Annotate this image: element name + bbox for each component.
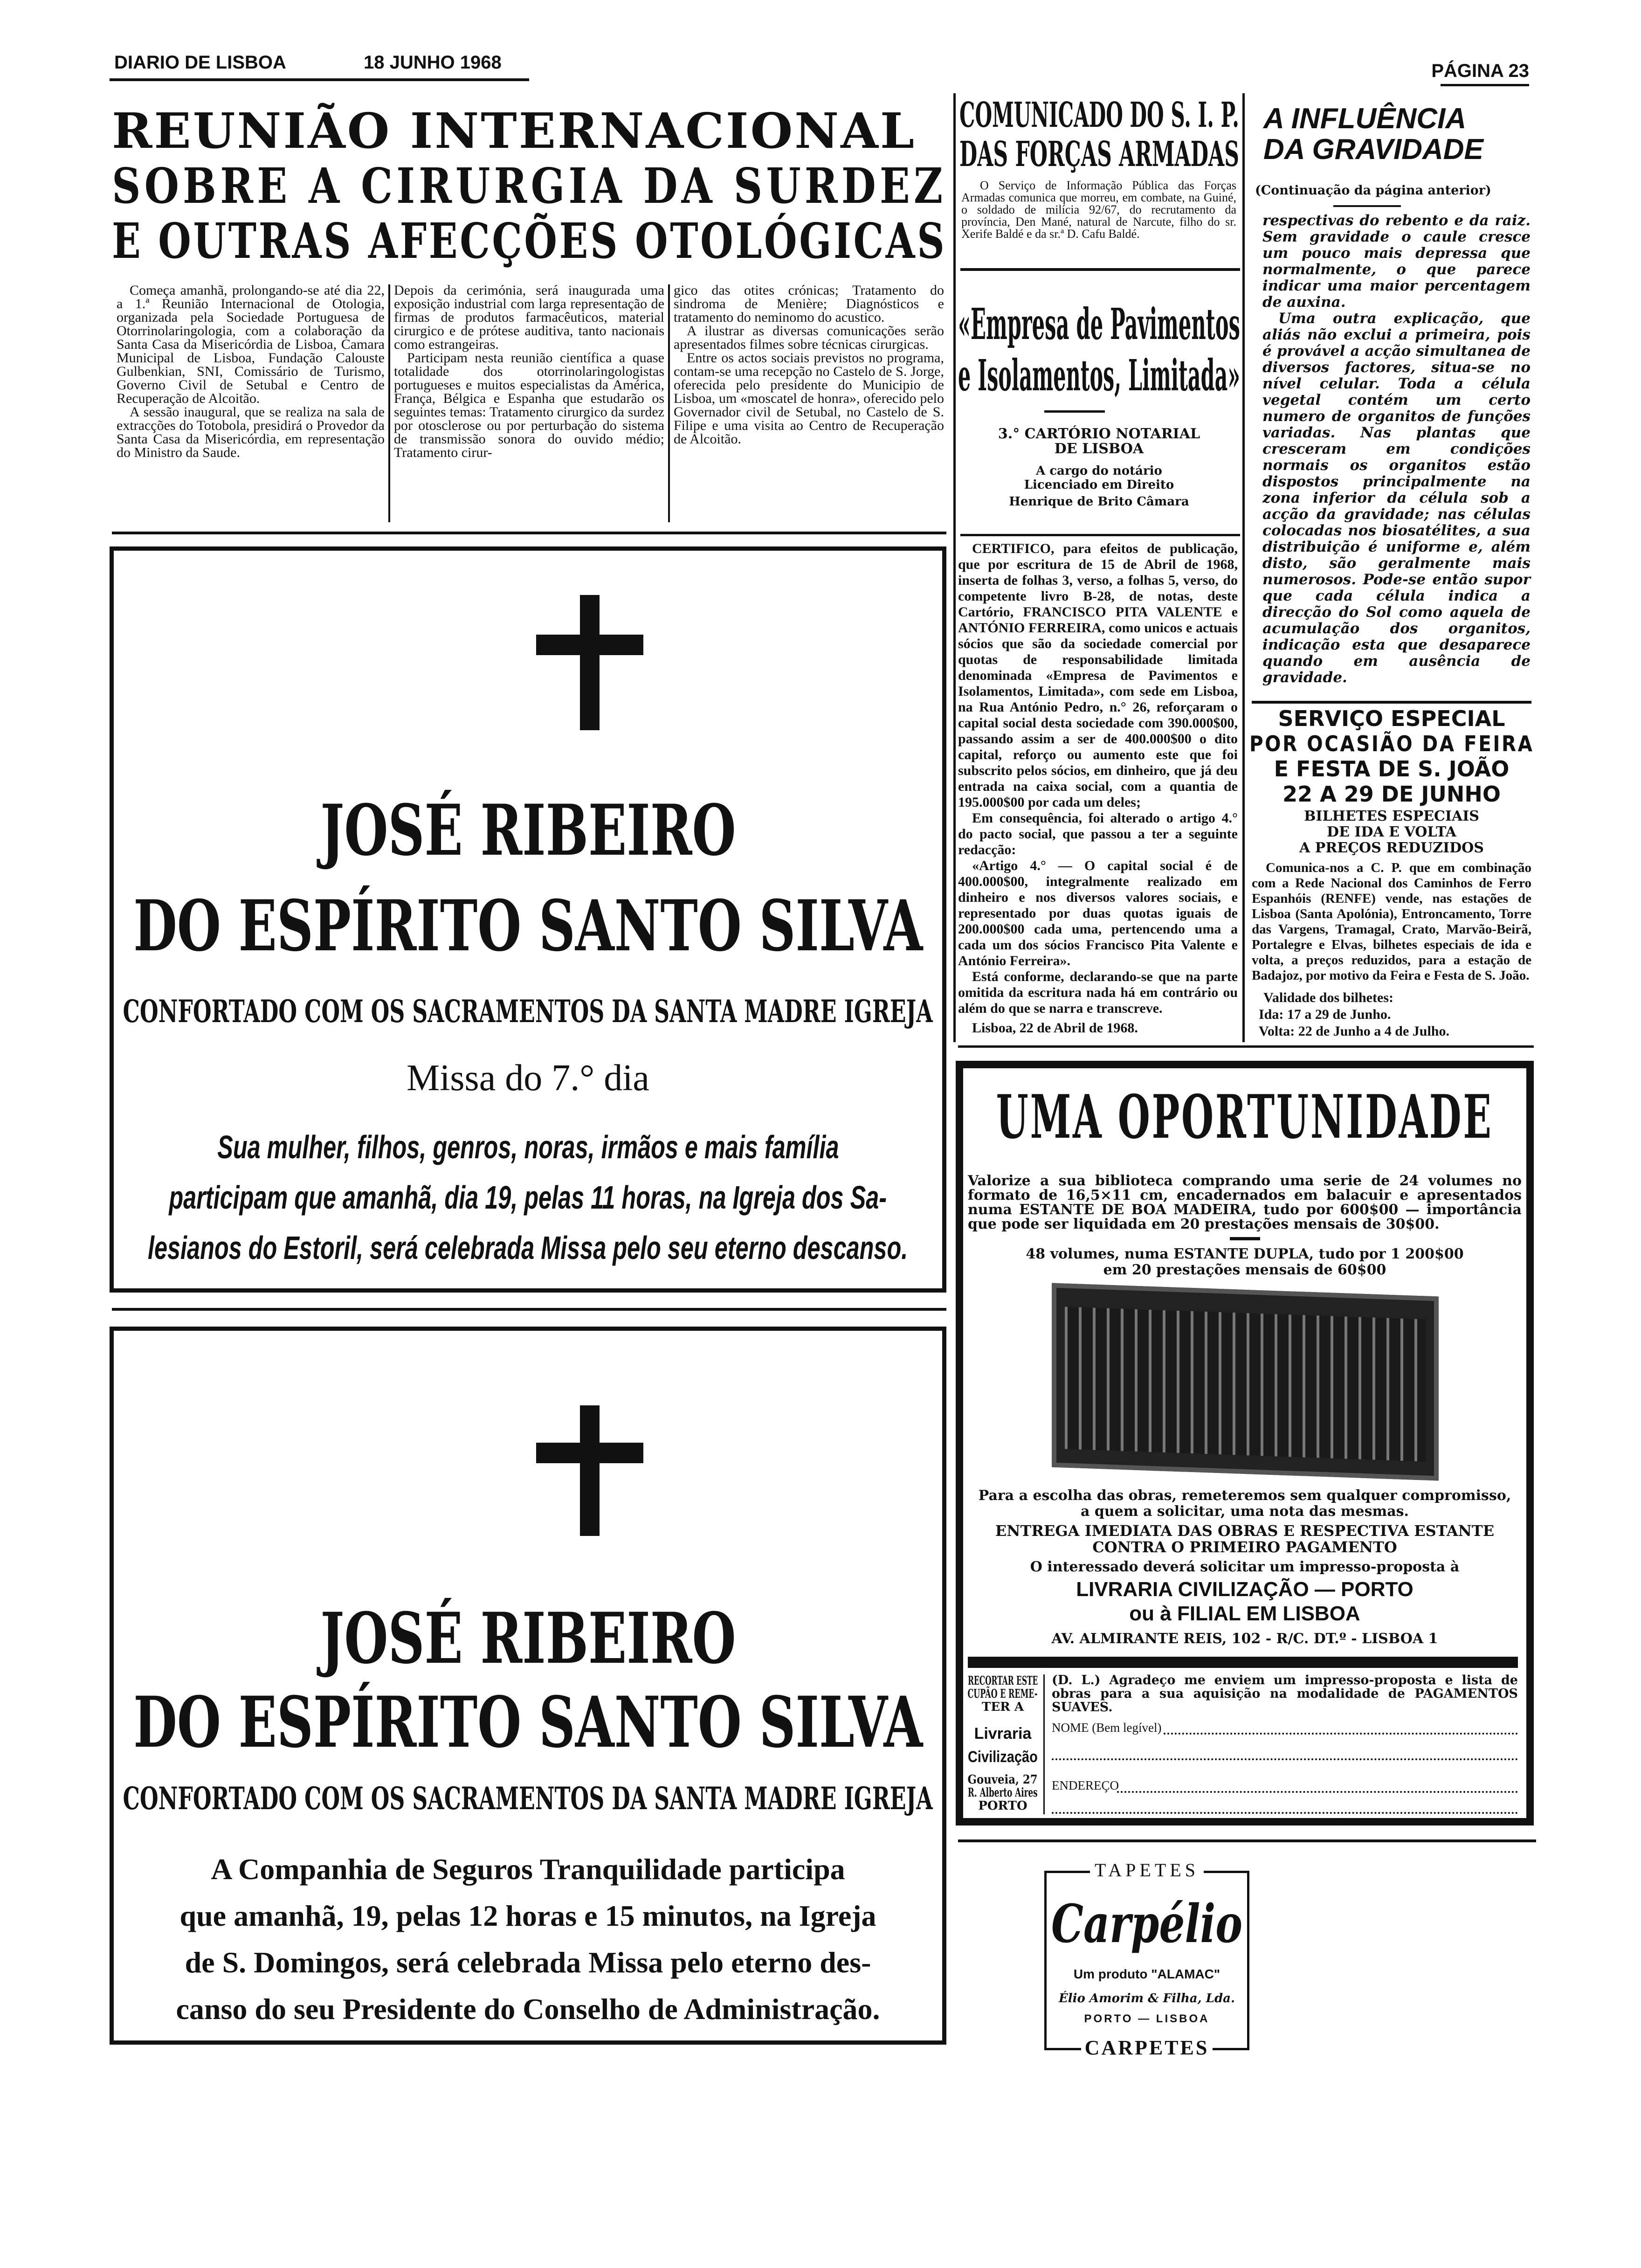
name-field-line-2[interactable] [1052, 1758, 1518, 1760]
section-rule [1252, 701, 1531, 704]
coupon-store-address [968, 1773, 1038, 1812]
book-spines [1065, 1307, 1426, 1461]
request-note-line [968, 1559, 1522, 1576]
congress-column-2 [394, 284, 664, 526]
empresa-title-line: «Empresa de Pavimentos [958, 299, 1240, 349]
headline-line: SOBRE A CIRURGIA DA SURDEZ [112, 157, 947, 214]
selection-note [968, 1488, 1522, 1520]
coupon-name-label: NOME (Bem legível) [1052, 1721, 1162, 1735]
notary-name [958, 464, 1240, 509]
notice-line: de S. Domingos, será celebrada Missa pelo eterno des- [185, 1946, 871, 1979]
deceased-name-line-1: JOSÉ RIBEIRO [320, 789, 736, 871]
section-rule [112, 1308, 946, 1311]
header-rule [110, 78, 529, 81]
coupon-address-line: Gouveia, 27 [967, 1773, 1038, 1787]
continuation-note: (Continuação da página anterior) [1255, 183, 1491, 198]
sacraments-line: CONFORTADO COM OS SACRAMENTOS DA SANTA MADRE IGREJA [123, 1780, 933, 1817]
notary-line: DE LISBOA [1054, 441, 1144, 457]
cross-icon-bar [536, 635, 643, 655]
coupon-store-line: Civilização [968, 1748, 1038, 1766]
note-line: Para a escolha das obras, remeteremos sem qualquer compromisso, [978, 1487, 1511, 1504]
gravity-title-line: A INFLUÊNCIA [1263, 103, 1467, 135]
validity-outbound: Ida: 17 a 29 de Junho. [1259, 1007, 1391, 1022]
paragraph: respectivas do rebento e da raiz. Sem gravidade o caule cresce um pouco mais depressa que normalmente, o que parece indicar uma maior percentagem de auxina. [1262, 212, 1531, 311]
page-number: PÁGINA 23 [1431, 61, 1529, 81]
coupon-instruction [968, 1674, 1038, 1714]
notary-line: A cargo do notário [1036, 464, 1162, 478]
column-divider [953, 93, 956, 1042]
sacraments-line: CONFORTADO COM OS SACRAMENTOS DA SANTA MADRE IGREJA [123, 993, 933, 1030]
paragraph: Participam nesta reunião científica a quase totalidade dos otorrinolaringologistas portugueses e muitos especialistas da América, França, Bélgica e Espanha que estudarão os seguintes temas: Tratamento cirurgico da surdez por otosclerose ou por perturbação do sistema de transmissão sonora do ouvido médio; Tratamento cirur- [394, 350, 664, 460]
short-rule [1333, 205, 1401, 207]
paragraph: gico das otites crónicas; Tratamento do sindroma de Menière; Diagnósticos e tratamento do neminomo do acustico. [674, 283, 944, 325]
sip-body: O Serviço de Informação Pública das Forças Armadas comunica que morreu, em combate, na Guiné, o soldado de milícia 92/67, do recrutamento da província, Den Mané, natural de Narcute, filho do sr. Xerife Baldé e da sr.ª D. Cafu Baldé. [961, 179, 1236, 241]
coupon-line: CUPÃO E REME- [967, 1687, 1038, 1701]
carpet-top-label: TAPETES [1090, 1859, 1204, 1881]
coupon-address-label: ENDEREÇO [1052, 1778, 1119, 1792]
address-field[interactable] [1117, 1791, 1518, 1793]
empresa-title-line: e Isolamentos, Limitada» [958, 350, 1241, 401]
railway-subtitle [1249, 809, 1534, 856]
notary-line: 3.° CARTÓRIO NOTARIAL [998, 426, 1200, 442]
notice-line: canso do seu Presidente do Conselho de Administração. [176, 1992, 880, 2026]
header-rule-right [1441, 84, 1529, 86]
carpet-advertisement [1044, 1860, 1249, 2059]
section-rule [960, 534, 1240, 536]
ad-intro: Valorize a sua biblioteca comprando uma serie de 24 volumes no formato de 16,5×11 cm, encadernados em balacuir e apresentados numa ESTANTE DE BOA MADEIRA, tudo por 600$00 — importância que pode ser liquidada em 20 prestações mensais de 30$00. [968, 1173, 1522, 1232]
column-divider [1242, 93, 1245, 1042]
paragraph: Uma outra explicação, que aliás não exclui a primeira, pois é provável a acção simultanea de diversos factores, situa-se no nível celular. Toda a célula vegetal contém um certo numero de organitos de funções variadas. Nas plantas que cresceram em condições normais os organitos estão dispostos principalmente na zona inferior da célula sob a acção da gravidade; nas células colocadas nos biosatélites, a sua distribuição é uniforme e, além disto, são geralmente mais numerosos. Pode-se então supor que cada célula indica a direcção do Sol como aquela de acumulação dos organitos, indicação esta que desaparece quando em ausência de gravidade. [1262, 310, 1531, 686]
notice-line: A Companhia de Seguros Tranquilidade participa [211, 1853, 845, 1886]
obituary-notice-1 [110, 546, 946, 1293]
section-rule [112, 532, 946, 534]
sip-title [959, 96, 1239, 174]
congress-column-3 [674, 284, 944, 526]
carpet-bottom-label: CARPETES [1081, 2036, 1213, 2060]
short-rule [1044, 410, 1105, 413]
headline-line: E OUTRAS AFECÇÕES OTOLÓGICAS [112, 212, 947, 270]
request-note: O interessado deverá solicitar um impresso-proposta à [1030, 1559, 1460, 1575]
short-rule [1230, 1237, 1260, 1240]
railway-validity [1259, 989, 1531, 1040]
gravity-body [1262, 213, 1531, 695]
cross-icon [580, 595, 600, 730]
deceased-name-line-2: DO ESPÍRITO SANTO SILVA [133, 885, 923, 967]
coupon-store [968, 1722, 1038, 1769]
coupon-bar [968, 1657, 1518, 1668]
gravity-title-line: DA GRAVIDADE [1263, 133, 1483, 166]
paragraph: A sessão inaugural, que se realiza na sala de extracções do Totobola, presidirá o Provedor da Santa Casa da Misericórdia, em representação do Ministro da Saude. [117, 404, 385, 460]
cross-icon-bar [536, 1443, 643, 1463]
coupon-line: TER A [982, 1700, 1024, 1714]
paragraph: Entre os actos sociais previstos no programa, contam-se uma recepção no Castelo de S. Jorge, oferecida pelo presidente do Municipio de Lisboa, um «moscatel de honra», oferecido pelo Governador civil de Setubal, no Castelo de S. Filipe e uma visita ao Centro de Recuperação de Alcoitão. [674, 350, 944, 447]
notice-line: participam que amanhã, dia 19, pelas 11 horas, na Igreja dos Sa- [169, 1179, 887, 1216]
paragraph: Está conforme, declarando-se que na parte omitida da escritura nada há em contrário ou além do que se narra e transcreve. [958, 969, 1238, 1016]
notary-line: Henrique de Brito Câmara [1009, 495, 1189, 509]
validity-label: Validade dos bilhetes: [1263, 990, 1393, 1005]
section-rule [958, 1045, 1534, 1048]
store-line: ou à FILIAL EM LISBOA [1129, 1602, 1360, 1625]
coupon-store-line: Livraria [974, 1725, 1032, 1742]
congress-column-1 [117, 284, 385, 526]
certificate-text [958, 541, 1238, 1037]
empresa-title [958, 298, 1240, 401]
notice-line: lesianos do Estoril, será celebrada Missa pelo seu eterno descanso. [148, 1230, 908, 1266]
bookshelf-image [1052, 1283, 1439, 1481]
railway-title-line: 22 A 29 DE JUNHO [1282, 781, 1501, 807]
deceased-name-line-1: JOSÉ RIBEIRO [320, 1597, 736, 1680]
address-field-line-2[interactable] [1052, 1812, 1518, 1814]
railway-title-line: E FESTA DE S. JOÃO [1274, 756, 1510, 781]
mass-title: Missa do 7.° dia [407, 1058, 649, 1099]
notice-line: Sua mulher, filhos, genros, noras, irmãos e mais família [217, 1129, 839, 1165]
section-rule [958, 1839, 1536, 1842]
paragraph: CERTIFICO, para efeitos de publicação, que por escritura de 15 de Abril de 1968, inserta de folhas 3, verso, a folhas 5, verso, do competente livro B-28, de notas, deste Cartório, FRANCISCO PITA VALENTE e ANTÓNIO FERREIRA, como unicos e actuais sócios que são da sociedade comercial por quotas de responsabilidade limitada denominada «Empresa de Pavimentos e Isolamentos, Limitada», com sede em Lisboa, na Rua António Pedro, n.° 26, reforçaram o capital social desta sociedade com 390.000$00, passando assim a ser de 400.000$00 o dito capital, reforço ou aumento este que foi subscrito pelos sócios, em dinheiro, que já deu entrada na caixa social, com a quantia de 195.000$00 por cada um deles; [958, 541, 1238, 810]
paragraph: «Artigo 4.° — O capital social é de 400.000$00, integralmente realizado em dinheiro e nos diversos valores sociais, e representado por duas quotas iguais de 200.000$00 cada uma, pertencendo uma a cada um dos sócios Francisco Pita Valente e António Ferreira». [958, 858, 1238, 968]
railway-sub-line: A PREÇOS REDUZIDOS [1299, 840, 1484, 856]
continuation-note-line [1255, 183, 1532, 199]
product-line: Um produto "ALAMAC" [1073, 1967, 1220, 1981]
issue-date: 18 JUNHO 1968 [364, 52, 502, 73]
validity-return: Volta: 22 de Junho a 4 de Julho. [1259, 1023, 1449, 1039]
offer-line: em 20 prestações mensais de 60$00 [1103, 1262, 1386, 1278]
delivery-line: ENTREGA IMEDIATA DAS OBRAS E RESPECTIVA ESTANTE [995, 1522, 1495, 1540]
sip-title-line: DAS FORÇAS ARMADAS [959, 134, 1240, 174]
store-name [968, 1577, 1522, 1626]
store-line: LIVRARIA CIVILIZAÇÃO — PORTO [1076, 1578, 1413, 1601]
paragraph: Começa amanhã, prolongando-se até dia 22, a 1.ª Reunião Internacional de Otologia, organizada pela Sociedade Portuguesa de Otorrinolaringologia, com a colaboração da Santa Casa da Misericórdia de Lisboa, Camara Municipal de Lisboa, Fundação Calouste Gulbenkian, SNI, Comissário de Turismo, Governo Civil de Setubal e Centro de Recuperação de Alcoitão. [117, 283, 385, 406]
note-line: a quem a solicitar, uma nota das mesmas. [1081, 1503, 1409, 1520]
ad-title: UMA OPORTUNIDADE [996, 1082, 1493, 1152]
deceased-name-line-2: DO ESPÍRITO SANTO SILVA [133, 1681, 923, 1763]
name-field[interactable] [1164, 1733, 1518, 1735]
column-divider [668, 284, 670, 522]
railway-sub-line: BILHETES ESPECIAIS [1304, 808, 1479, 824]
notary-line: Licenciado em Direito [1024, 478, 1174, 492]
double-offer [968, 1246, 1522, 1278]
coupon-address-line: PORTO [978, 1799, 1027, 1813]
congress-headline [112, 104, 946, 269]
gravity-title [1263, 104, 1531, 165]
coupon-request: (D. L.) Agradeço me enviem um impresso-proposta e lista de obras para a sua aquisição na modalidade de PAGAMENTOS SUAVES. [1052, 1673, 1518, 1715]
company-cities: PORTO — LISBOA [1084, 2012, 1210, 2025]
railway-title-line: SERVIÇO ESPECIAL [1278, 706, 1505, 731]
paragraph: A ilustrar as diversas comunicações serão apresentados filmes sobre técnicas cirurgicas. [674, 323, 944, 352]
notary-office [958, 427, 1240, 456]
offer-line: 48 volumes, numa ESTANTE DUPLA, tudo por 1 200$00 [1026, 1246, 1464, 1262]
brand-logo: Carpélio [1051, 1894, 1243, 1955]
railway-title [1249, 706, 1534, 807]
railway-title-line: POR OCASIÃO DA FEIRA [1249, 731, 1534, 756]
store-address-line [968, 1631, 1522, 1647]
company-name: Élio Amorim & Filha, Lda. [1058, 1991, 1235, 2005]
cross-icon [580, 1405, 600, 1536]
section-rule [960, 268, 1240, 271]
paragraph: Depois da cerimónia, será inaugurada uma exposição industrial com larga representação de firmas de produtos farmacêuticos, material cirurgico e de prótese auditiva, tanto nacionais como estrangeiras. [394, 283, 664, 352]
delivery-line: CONTRA O PRIMEIRO PAGAMENTO [1092, 1538, 1397, 1556]
paragraph: Em consequência, foi alterado o artigo 4.° do pacto social, que passou a ter a seguinte redacção: [958, 810, 1238, 857]
coupon-address-line: R. Alberto Aires [968, 1786, 1038, 1800]
coupon-line: RECORTAR ESTE [967, 1674, 1038, 1688]
newspaper-name: DIARIO DE LISBOA [114, 52, 286, 73]
railway-sub-line: DE IDA E VOLTA [1327, 824, 1456, 840]
delivery-note [968, 1523, 1522, 1556]
books-advertisement [956, 1061, 1534, 1825]
notice-line: que amanhã, 19, pelas 12 horas e 15 minutos, na Igreja [179, 1899, 876, 1932]
railway-body: Comunica-nos a C. P. que em combinação com a Rede Nacional dos Caminhos de Ferro Espanhóis (RENFE) vende, nas estações de Lisboa (Santa Apolónia), Entroncamento, Torre das Vargens, Tramagal, Crato, Marvão-Beirã, Portalegre e Elvas, bilhetes especiais de ida e volta, a preços reduzidos, para a estação de Badajoz, por motivo da Feira e Festa de S. João. [1252, 860, 1531, 983]
column-divider [388, 284, 390, 522]
store-address: AV. ALMIRANTE REIS, 102 - R/C. DT.º - LISBOA 1 [1051, 1631, 1438, 1647]
sip-title-line: COMUNICADO DO S. I. P. [959, 95, 1239, 135]
coupon-divider [1043, 1674, 1045, 1814]
obituary-notice-2 [110, 1327, 946, 2045]
headline-line: REUNIÃO INTERNACIONAL [112, 102, 917, 159]
signoff: Lisboa, 22 de Abril de 1968. [972, 1020, 1138, 1036]
